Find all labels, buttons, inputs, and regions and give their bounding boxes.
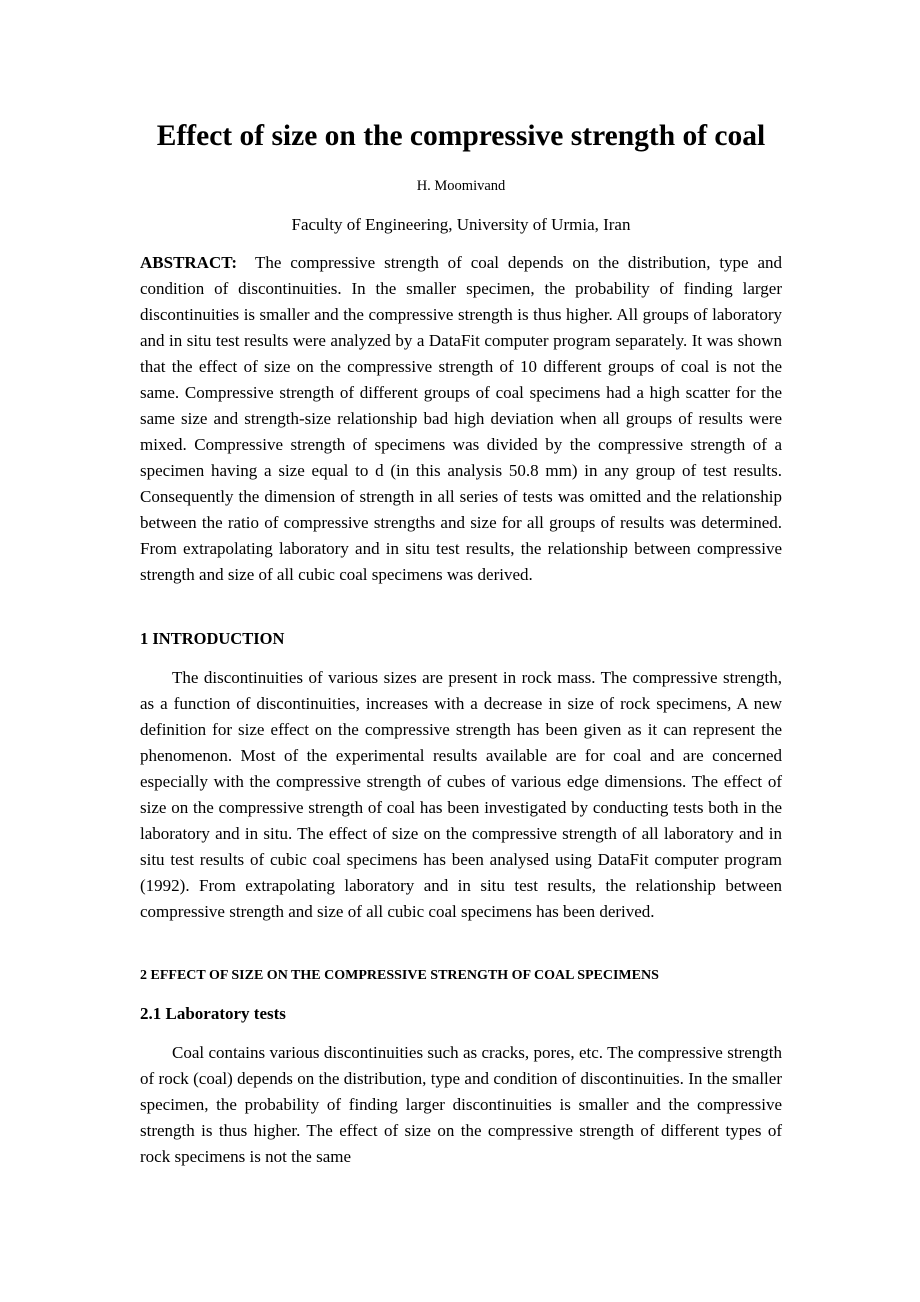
- author-name: H. Moomivand: [416, 178, 506, 194]
- section-heading-introduction: 1 INTRODUCTION: [140, 629, 285, 648]
- section-heading-effect-of-size: 2 EFFECT OF SIZE ON THE COMPRESSIVE STRENGTH OF COAL SPECIMENS: [140, 968, 659, 983]
- paper-title: Effect of size on the compressive strength of coal: [156, 120, 766, 152]
- abstract-text: The compressive strength of coal depends on the distribution, type and condition of discontinuities. In the smaller specimen, the probability of finding larger discontinuities is smaller and the compressive strength is thus higher. All groups of laboratory and in situ test results were analyzed by a DataFit computer program separately. It was shown that the effect of size on the compressive strength of 10 different groups of coal is not the same. Compressive strength of different groups of coal specimens had a high scatter for the same size and strength-size relationship bad high deviation when all groups of results were mixed. Compressive strength of specimens was divided by the compressive strength of a specimen having a size equal to d (in this analysis 50.8 mm) in any group of test results. Consequently the dimension of strength in all series of tests was omitted and the relationship between the ratio of compressive strengths and size for all groups of results was determined. From extrapolating laboratory and in situ test results, the relationship between compressive strength and size of all cubic coal specimens was derived.: [140, 253, 782, 584]
- introduction-paragraph: The discontinuities of various sizes are present in rock mass. The compressive strength, as a function of discontinuities, increases with a decrease in size of rock specimens, A new definition for size effect on the compressive strength has been given as it can represent the phenomenon. Most of the experimental results available are for coal and are concerned especially with the compressive strength of cubes of various edge dimensions. The effect of size on the compressive strength of coal has been investigated by conducting tests both in the laboratory and in situ. The effect of size on the compressive strength of all laboratory and in situ test results of cubic coal specimens has been analysed using DataFit computer program (1992). From extrapolating laboratory and in situ test results, the relationship between compressive strength and size of all cubic coal specimens has been derived.: [140, 668, 782, 921]
- subsection-heading-laboratory-tests: 2.1 Laboratory tests: [140, 1004, 286, 1023]
- abstract: [140, 250, 782, 588]
- laboratory-tests-paragraph: Coal contains various discontinuities such as cracks, pores, etc. The compressive strength of rock (coal) depends on the distribution, type and condition of discontinuities. In the smaller specimen, the probability of finding larger discontinuities is smaller and the compressive strength is thus higher. The effect of size on the compressive strength of different types of rock specimens is not the same: [140, 1043, 782, 1166]
- abstract-label: ABSTRACT:: [140, 253, 237, 272]
- author-affiliation: Faculty of Engineering, University of Urmia, Iran: [291, 215, 631, 234]
